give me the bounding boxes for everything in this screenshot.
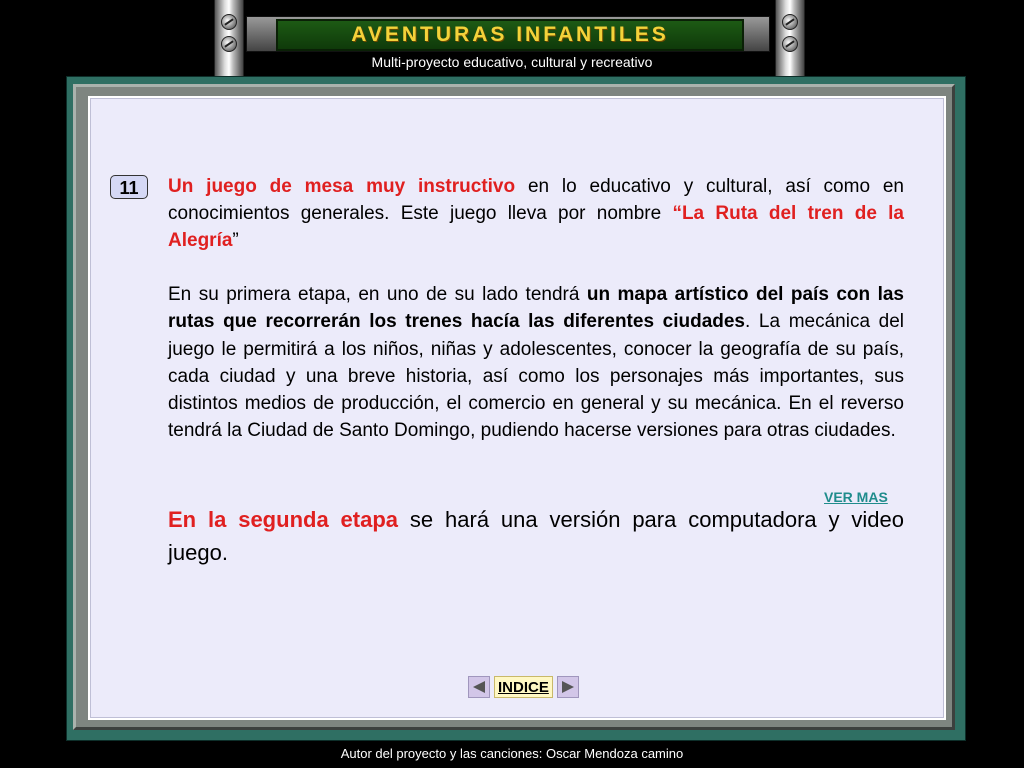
paragraph-1-text: en lo educativo y cultural, así como en conocimientos generales. Este juego lleva por nombre xyxy=(168,176,904,224)
screw-icon xyxy=(782,14,798,30)
paragraph-2-intro: En su primera etapa, en uno de su lado tendrá xyxy=(168,284,587,305)
paragraph-1-lead: Un juego de mesa muy instructivo xyxy=(168,176,516,197)
screw-icon xyxy=(782,36,798,52)
site-title: AVENTURAS INFANTILES xyxy=(351,23,669,46)
screw-icon xyxy=(221,14,237,30)
paragraph-2-bold: un mapa artístico del país con las rutas que recorrerán los trenes hacía las diferentes ciudades xyxy=(168,284,904,333)
ver-mas-link[interactable]: VER MAS xyxy=(824,489,888,505)
site-subtitle: Multi-proyecto educativo, cultural y recreativo xyxy=(336,52,688,72)
paragraph-3-text: se hará una versión para computadora y video juego. xyxy=(168,506,904,565)
paragraph-2 xyxy=(168,281,904,445)
footer-credit: Autor del proyecto y las canciones: Oscar Mendoza camino xyxy=(340,746,684,761)
game-name-close: ” xyxy=(232,230,239,251)
left-pillar xyxy=(214,0,244,78)
paragraph-3 xyxy=(168,503,904,569)
paragraph-3-lead: En la segunda etapa xyxy=(168,506,399,532)
slide-number-badge: 11 xyxy=(110,175,148,199)
left-arrow-icon[interactable] xyxy=(468,676,490,698)
screw-icon xyxy=(221,36,237,52)
game-name: “La Ruta del tren de la Alegría xyxy=(168,203,904,251)
header-banner xyxy=(0,0,1024,78)
right-pillar xyxy=(775,0,805,78)
right-arrow-icon[interactable] xyxy=(557,676,579,698)
navigation xyxy=(468,675,579,699)
banner-plaque xyxy=(276,19,744,51)
index-button[interactable]: INDICE xyxy=(494,676,553,698)
paragraph-1 xyxy=(168,173,904,254)
slide-content xyxy=(168,173,904,569)
paragraph-2-rest: . La mecánica del juego le permitirá a los niños, niñas y adolescentes, conocer la geografía de su país, cada ciudad y una breve historia, así como los personajes más importantes, sus distintos medios de producción, el comercio en general y su mecánica. En el reverso tendrá la Ciudad de Santo Domingo, pudiendo hacerse versiones para otras ciudades. xyxy=(168,311,904,442)
